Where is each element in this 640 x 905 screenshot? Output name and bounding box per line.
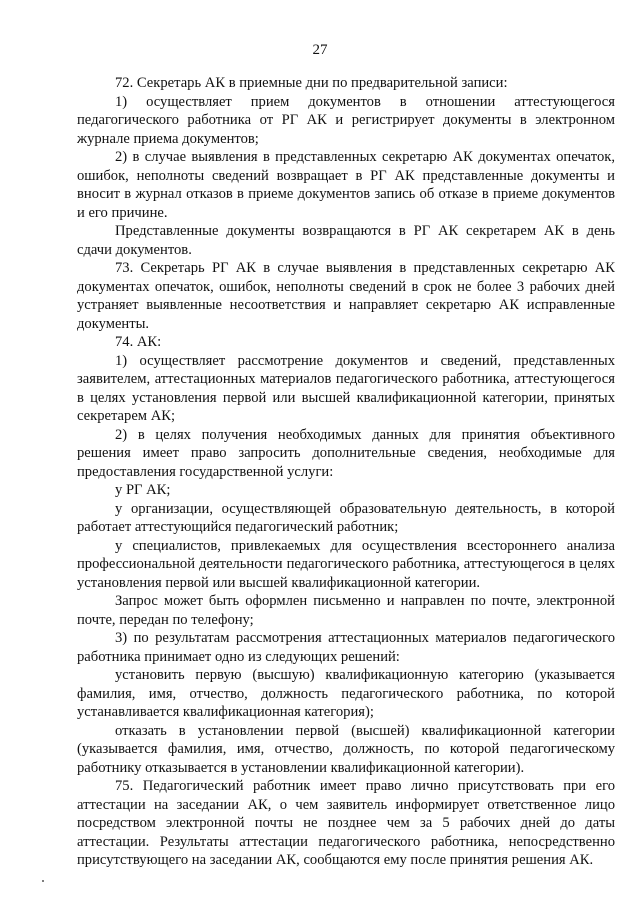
paragraph-74-item-2-rg-ak: у РГ АК;: [115, 482, 171, 498]
paragraph-74: 74. АК:: [115, 334, 162, 350]
paragraph-74-decision-establish: установить первую (высшую) квалификационную категорию (указывается фамилия, имя, отчество, должность педагогического работника, по которой устанавливается квалификационная категория);: [77, 667, 615, 720]
paragraph-74-item-2-specialists: у специалистов, привлекаемых для осуществления всестороннего анализа профессиональной деятельности педагогического работника, аттестующегося в целях установления первой или высшей квалификационной категории.: [77, 537, 615, 591]
paragraph-74-item-2: 2) в целях получения необходимых данных для принятия объективного решения имеет право запросить дополнительные сведения, необходимые для предоставления государственной услуги:: [77, 426, 615, 480]
page-number: 27: [312, 42, 328, 58]
paragraph-74-decision-refuse: отказать в установлении первой (высшей) квалификационной категории (указывается фамилия, имя, отчество, должность, по которой педагогическому работнику отказывается в установлении квалификационной категории).: [77, 722, 615, 776]
paragraph-72: 72. Секретарь АК в приемные дни по предварительной записи:: [115, 75, 508, 91]
paragraph-75: 75. Педагогический работник имеет право лично присутствовать при его аттестации на заседании АК, о чем заявитель информирует ответственное лицо посредством электронной почты не позднее чем за 5 рабочих дней до даты аттестации. Результаты аттестации педагогического работника, непосредственно присутствующего на заседании АК, сообщаются ему после принятия решения АК.: [77, 778, 615, 868]
paragraph-74-item-3: 3) по результатам рассмотрения аттестационных материалов педагогического работника принимает одно из следующих решений:: [77, 630, 615, 665]
paragraph-72-note: Представленные документы возвращаются в РГ АК секретарем АК в день сдачи документов.: [77, 223, 615, 258]
paragraph-74-item-1: 1) осуществляет рассмотрение документов и сведений, представленных заявителем, аттестационных материалов педагогического работника, аттестующегося в целях установления первой или высшей квалификационной категории, принятых секретарем АК;: [77, 352, 615, 424]
scan-speck: [42, 880, 44, 882]
paragraph-74-request-note: Запрос может быть оформлен письменно и направлен по почте, электронной почте, передан по телефону;: [77, 593, 615, 628]
paragraph-72-item-2: 2) в случае выявления в представленных секретарю АК документах опечаток, ошибок, неполноты сведений возвращает в РГ АК представленные документы и вносит в журнал отказов в приеме документов запись об отказе в приеме документов и его причине.: [77, 149, 615, 221]
document-body: [77, 74, 615, 870]
paragraph-72-item-1: 1) осуществляет прием документов в отношении аттестующегося педагогического работника от РГ АК и регистрирует документы в электронном журнале приема документов;: [77, 93, 615, 147]
paragraph-74-item-2-organization: у организации, осуществляющей образовательную деятельность, в которой работает аттестующийся педагогический работник;: [77, 500, 615, 535]
paragraph-73: 73. Секретарь РГ АК в случае выявления в представленных секретарю АК документах опечаток, ошибок, неполноты сведений в срок не более 3 рабочих дней устраняет выявленные несоответствия и направляет секретарю АК исправленные документы.: [77, 260, 615, 332]
